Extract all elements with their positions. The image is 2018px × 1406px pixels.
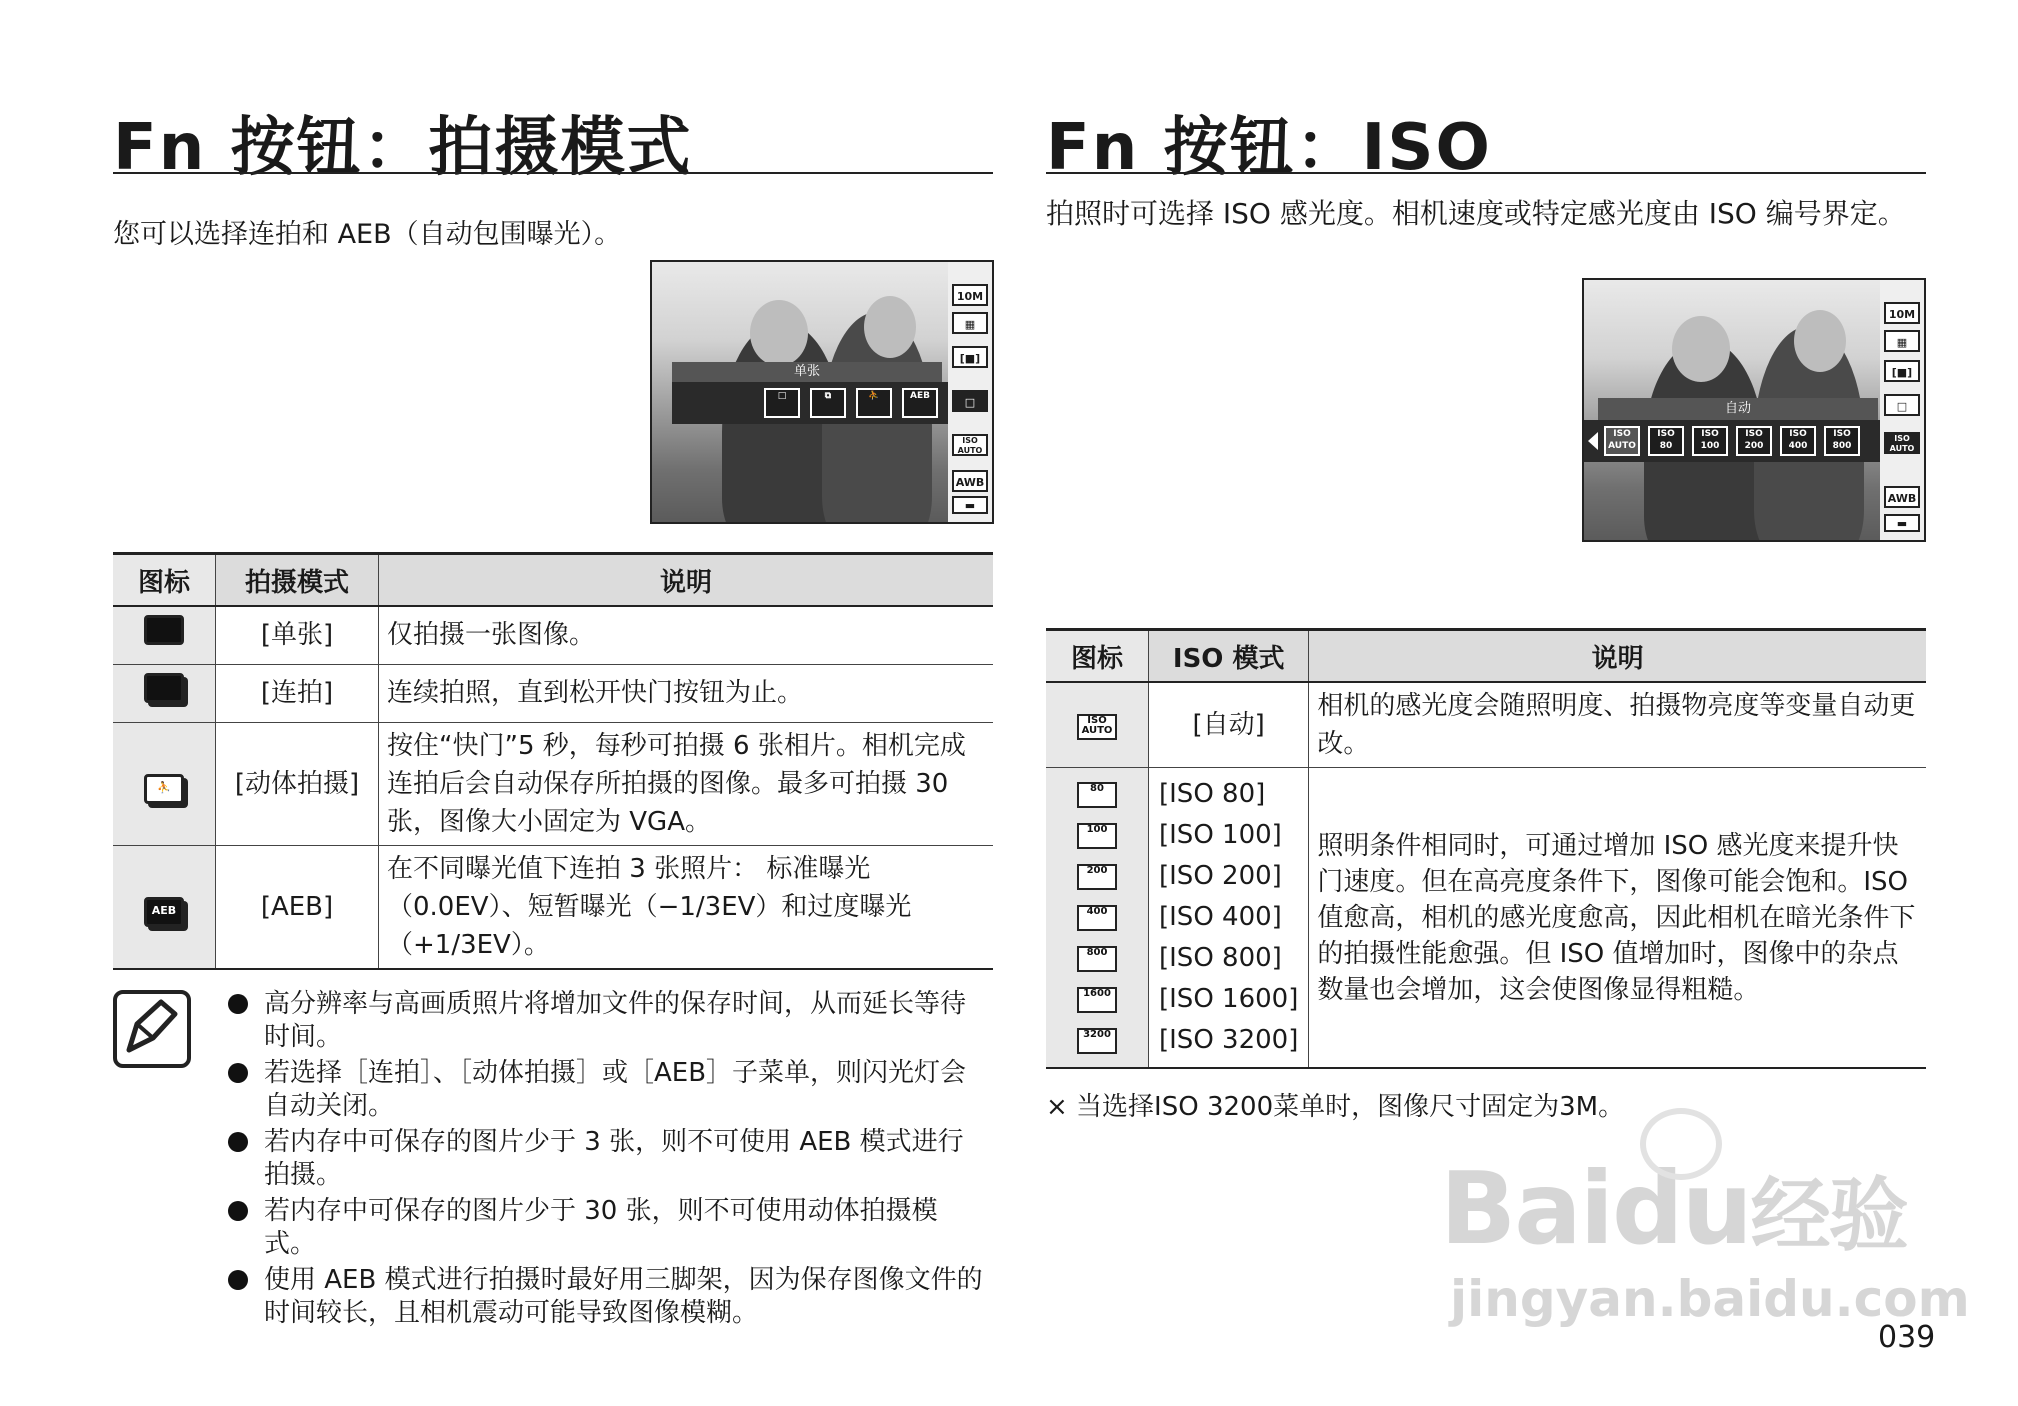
mode-name: [ISO 200] [1159, 861, 1282, 891]
left-intro-text: 您可以选择连拍和 AEB（自动包围曝光）。 [113, 219, 622, 250]
notes-list [228, 988, 988, 1333]
menu-selection-label: 自动 [1598, 398, 1878, 420]
mode-name: [ISO 400] [1159, 902, 1282, 932]
iso-1600-icon: 1600 [1077, 987, 1117, 1013]
image-size-icon[interactable]: 10M [1884, 302, 1920, 324]
iso-auto-icon: ISO AUTO [1077, 714, 1117, 740]
mode-name: [自动] [1149, 682, 1309, 768]
quality-icon[interactable]: ▦ [952, 312, 988, 334]
note-pencil-icon [113, 990, 191, 1068]
continuous-shot-icon[interactable]: ⧉ [810, 388, 846, 418]
table-header-row [1046, 630, 1926, 683]
drive-mode-icon[interactable]: □ [1884, 394, 1920, 416]
table-row [113, 606, 993, 664]
baidu-watermark-logo: Baidu经验 [1440, 1150, 1907, 1267]
drive-mode-icon[interactable]: □ [952, 390, 988, 412]
mode-name: [ISO 100] [1159, 820, 1282, 850]
motion-capture-icon: ⛹ [144, 774, 184, 804]
iso-icon[interactable]: ISO AUTO [1884, 432, 1920, 454]
mode-description: 照明条件相同时，可通过增加 ISO 感光度来提升快门速度。但在高亮度条件下，图像可能会饱和。ISO 值愈高，相机的感光度愈高，因此相机在暗光条件下的拍摄性能愈强。但 ISO 值增加时，图像中的杂点数量也会增加，这会使图像显得粗糙。 [1309, 768, 1926, 1069]
iso-800-option-icon[interactable]: ISO 800 [1824, 426, 1860, 456]
list-item: 若选择［连拍］、［动体拍摄］或［AEB］子菜单，则闪光灯会自动关闭。 [228, 1057, 988, 1123]
mode-name: [ISO 1600] [1159, 984, 1299, 1014]
iso-menu-bar [1584, 420, 1924, 462]
iso-400-icon: 400 [1077, 905, 1117, 931]
table-row [113, 845, 993, 969]
continuous-shot-icon [144, 673, 184, 703]
mode-name: [动体拍摄] [216, 722, 379, 845]
mode-name: [连拍] [216, 664, 379, 722]
header-description: 说明 [1309, 630, 1926, 683]
watermark-url: jingyan.baidu.com [1450, 1270, 1970, 1328]
bullet-icon [228, 1201, 248, 1221]
single-shot-icon[interactable]: □ [764, 388, 800, 418]
list-item: 高分辨率与高画质照片将增加文件的保存时间，从而延长等待时间。 [228, 988, 988, 1054]
table-row [1046, 682, 1926, 768]
white-balance-icon[interactable]: AWB [952, 470, 988, 492]
iso-200-option-icon[interactable]: ISO 200 [1736, 426, 1772, 456]
mode-name: [AEB] [216, 845, 379, 969]
right-page-title: Fn 按钮：ISO [1046, 111, 1492, 185]
left-page-title: Fn 按钮：拍摄模式 [113, 111, 693, 185]
mode-description: 在不同曝光值下连拍 3 张照片： 标准曝光（0.0EV）、短暂曝光（−1/3EV）和过度曝光（+1/3EV）。 [379, 845, 994, 969]
single-shot-icon [144, 615, 184, 645]
header-description: 说明 [379, 554, 994, 607]
header-mode: 拍摄模式 [216, 554, 379, 607]
motion-capture-icon[interactable]: ⛹ [856, 388, 892, 418]
exposure-icon[interactable]: ▬ [1884, 514, 1920, 532]
camera-screen-iso [1582, 278, 1926, 542]
image-size-icon[interactable]: 10M [952, 284, 988, 306]
mode-name: [ISO 80] [1159, 779, 1266, 809]
right-intro-text: 拍照时可选择 ISO 感光度。相机速度或特定感光度由 ISO 编号界定。 [1046, 197, 1906, 230]
iso-100-icon: 100 [1077, 823, 1117, 849]
drive-mode-table [113, 552, 993, 970]
iso-800-icon: 800 [1077, 946, 1117, 972]
iso-80-option-icon[interactable]: ISO 80 [1648, 426, 1684, 456]
table-row [113, 722, 993, 845]
quality-icon[interactable]: ▦ [1884, 330, 1920, 352]
footnote: × 当选择ISO 3200菜单时，图像尺寸固定为3M。 [1046, 1092, 1625, 1122]
mode-description: 相机的感光度会随照明度、拍摄物亮度等变量自动更改。 [1309, 682, 1926, 768]
header-mode: ISO 模式 [1149, 630, 1309, 683]
bullet-icon [228, 994, 248, 1014]
iso-80-icon: 80 [1077, 782, 1117, 808]
list-item: 使用 AEB 模式进行拍摄时最好用三脚架，因为保存图像文件的时间较长，且相机震动可能导致图像模糊。 [228, 1264, 988, 1330]
header-icon: 图标 [1046, 630, 1149, 683]
mode-name: [ISO 3200] [1159, 1025, 1299, 1055]
list-item: 若内存中可保存的图片少于 3 张，则不可使用 AEB 模式进行拍摄。 [228, 1126, 988, 1192]
right-title-rule [1046, 172, 1926, 174]
aeb-icon: AEB [144, 897, 184, 927]
bullet-icon [228, 1063, 248, 1083]
mode-description: 仅拍摄一张图像。 [379, 606, 994, 664]
paw-icon [1640, 1108, 1722, 1180]
header-icon: 图标 [113, 554, 216, 607]
iso-icon[interactable]: ISO AUTO [952, 434, 988, 456]
list-item: 若内存中可保存的图片少于 30 张，则不可使用动体拍摄模式。 [228, 1195, 988, 1261]
iso-200-icon: 200 [1077, 864, 1117, 890]
iso-3200-icon: 3200 [1077, 1028, 1117, 1054]
iso-100-option-icon[interactable]: ISO 100 [1692, 426, 1728, 456]
metering-icon[interactable]: [■] [952, 346, 988, 368]
mode-name: [单张] [216, 606, 379, 664]
mode-name: [ISO 800] [1159, 943, 1282, 973]
camera-screen-drive-mode [650, 260, 994, 524]
metering-icon[interactable]: [■] [1884, 360, 1920, 382]
exposure-icon[interactable]: ▬ [952, 496, 988, 514]
bullet-icon [228, 1132, 248, 1152]
table-row [1046, 768, 1926, 1069]
left-title-rule [113, 172, 993, 174]
camera-sidebar [948, 262, 992, 522]
menu-selection-label: 单张 [672, 362, 942, 382]
iso-table [1046, 628, 1926, 1069]
page-number: 039 [1878, 1320, 1936, 1355]
table-row [113, 664, 993, 722]
drive-mode-menu-bar [672, 382, 992, 424]
white-balance-icon[interactable]: AWB [1884, 486, 1920, 508]
aeb-icon[interactable]: AEB [902, 388, 938, 418]
table-header-row [113, 554, 993, 607]
mode-description: 按住“快门”5 秒，每秒可拍摄 6 张相片。相机完成连拍后会自动保存所拍摄的图像。最多可拍摄 30 张，图像大小固定为 VGA。 [379, 722, 994, 845]
camera-sidebar [1880, 280, 1924, 540]
iso-auto-option-icon[interactable]: ISO AUTO [1604, 426, 1640, 456]
bullet-icon [228, 1270, 248, 1290]
iso-400-option-icon[interactable]: ISO 400 [1780, 426, 1816, 456]
scroll-left-arrow-icon[interactable] [1588, 432, 1598, 450]
mode-description: 连续拍照，直到松开快门按钮为止。 [379, 664, 994, 722]
